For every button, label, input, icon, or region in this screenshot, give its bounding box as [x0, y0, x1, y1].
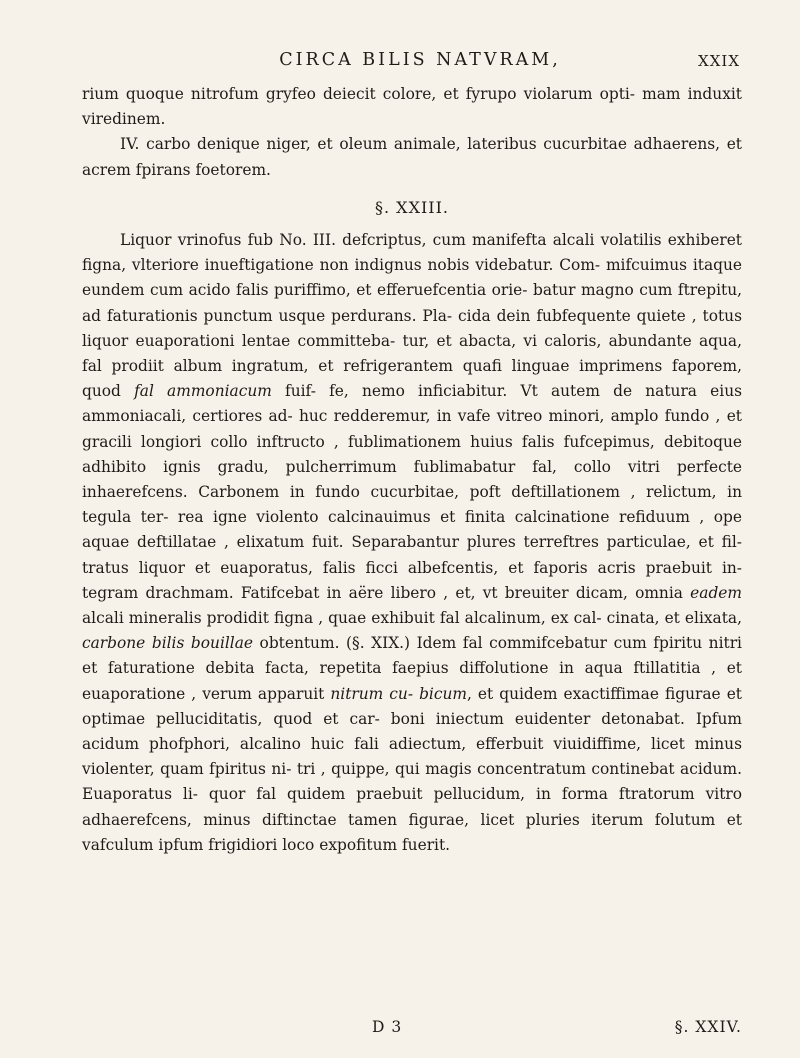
body-text [82, 82, 742, 858]
text-run: Liquor vrinofus fub No. III. defcriptus, cum manifefta alcali volatilis exhiberet figna, vlteriore inueftigatione non indignus nobis videbatur. Com- mifcuimus itaque eundem cum acido falis puriffimo, et efferuefcentia orie- batur magno cum ftrepitu, ad faturationis punctum usque perdurans. Pla- cida dein fubfequente quiete , totus liquor euaporationi lentae committeba- tur, et abacta, vi caloris, abundante aqua, fal prodiit album ingratum, et refrigerantem quafi linguae imprimens faporem, quod [82, 231, 742, 401]
signature-mark: D 3 [372, 1018, 403, 1036]
section-heading: §. XXIII. [375, 197, 449, 217]
text-run: , et quidem exactiffimae figurae et optimae pelluciditatis, quod et car- boni iniectum euidenter detonabat. Ipfum acidum phofphori, alcalino huic fali adiectum, efferbuit viuidiffime, licet minus violenter, quam fpiritus ni- tri , quippe, qui magis concentratum continebat acidum. Euaporatus li- quor fal quidem praebuit pellucidum, in forma ftratorum vitro adhaerefcens, minus diftinctae tamen figurae, licet pluries iterum folutum et vafculum ipfum frigidiori loco expofitum fuerit. [82, 684, 742, 854]
page-number: XXIX [698, 52, 740, 70]
running-head [100, 50, 740, 80]
italic-term: fal ammoniacum [134, 382, 272, 401]
page-footer [82, 1018, 742, 1040]
text-run: fuif- fe, nemo inficiabitur. Vt autem de natura eius ammoniacali, certiores ad- huc redderemur, in vafe vitreo minori, amplo fundo , et gracili longiori collo inftructo , fublimationem huius falis fufcepimus, debitoque adhibito ignis gradu, pulcherrimum fublimabatur fal, collo vitri perfecte inhaerefcens. Carbonem in fundo cucurbitae, poft deftillationem , relictum, in tegula ter- rea igne violento calcinauimus et finita calcinatione refiduum , ope aquae deftillatae , elixatum fuit. Separabantur plures terreftres particulae, et fil- tratus liquor et euaporatus, falis ficci albefcentis, et faporis acris praebuit in- tegram drachmam. Fatifcebat in aëre libero , et, vt breuiter dicam, omnia [82, 382, 743, 602]
italic-term: nitrum cu- bicum [330, 684, 467, 703]
catchword: §. XXIV. [674, 1018, 742, 1036]
paragraph-continuation: rium quoque nitrofum gryfeo deiecit colore, et fyrupo violarum opti- mam induxit viredinem. [82, 85, 742, 129]
text-run: obtentum. (§. XIX.) Idem fal commifcebatur cum fpiritu nitri et faturatione debita facta, repetita faepius diffolutione in aqua ftillatitia , et euaporatione , verum apparuit [82, 634, 742, 703]
paragraph-main [82, 228, 742, 858]
paragraph-item-iv: IV. carbo denique niger, et oleum animale, lateribus cucurbitae adhaerens, et acrem fpirans foetorem. [82, 135, 742, 179]
italic-term: carbone bilis bouillae [82, 634, 253, 653]
text-run: alcali mineralis prodidit figna , quae exhibuit fal alcalinum, ex cal- cinata, et elixata, [82, 609, 742, 628]
running-title: CIRCA BILIS NATVRAM, [279, 50, 561, 70]
italic-term: eadem [690, 583, 742, 602]
